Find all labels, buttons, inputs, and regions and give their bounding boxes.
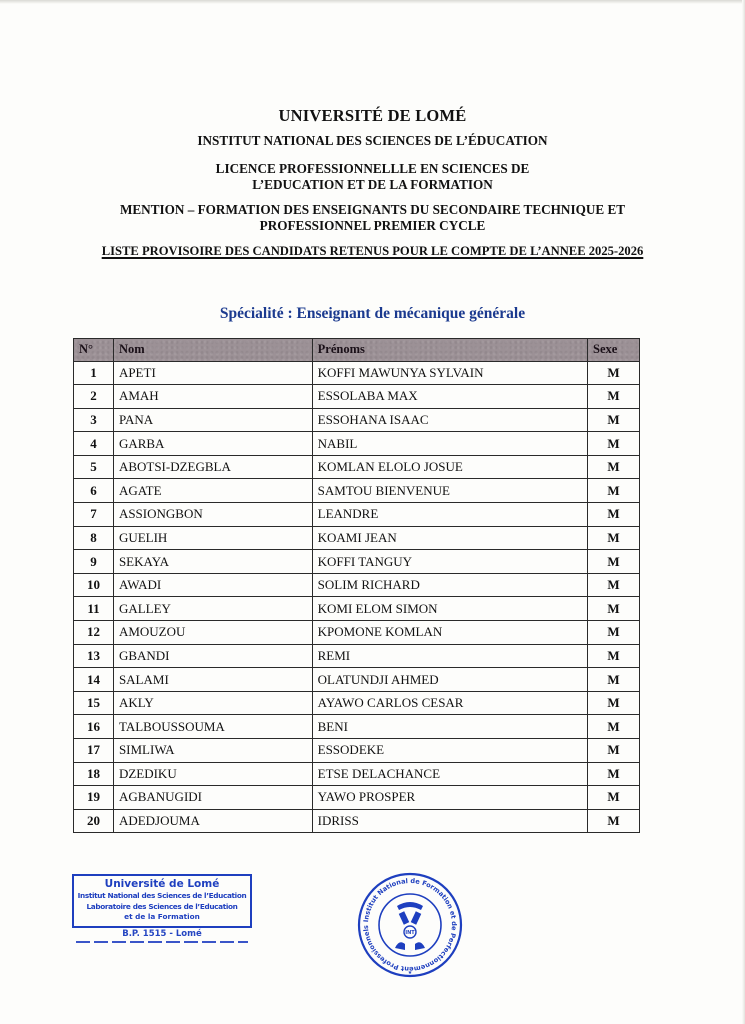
stamp-line-4: et de la Formation xyxy=(124,912,200,921)
cell-nom: AGBANUGIDI xyxy=(113,786,312,810)
table-row xyxy=(74,809,640,833)
column-header-nom: Nom xyxy=(113,339,312,362)
licence-title xyxy=(0,161,745,193)
institute-round-stamp xyxy=(357,872,463,978)
column-header-num: N° xyxy=(74,339,114,362)
scan-edge xyxy=(0,0,745,4)
cell-nom: APETI xyxy=(113,361,312,385)
stamp-outer-ring xyxy=(359,874,461,976)
cell-prenoms: AYAWO CARLOS CESAR xyxy=(312,691,587,715)
stamp-ring-text: Institut National de Formation et de Perfectionnement Professionnels xyxy=(361,876,459,974)
table-row xyxy=(74,597,640,621)
cell-nom: AKLY xyxy=(113,691,312,715)
cell-sexe: M xyxy=(588,503,640,527)
cell-num: 11 xyxy=(74,597,114,621)
table-row xyxy=(74,762,640,786)
cell-prenoms: NABIL xyxy=(312,432,587,456)
cell-nom: ABOTSI-DZEGBLA xyxy=(113,455,312,479)
cell-sexe: M xyxy=(588,691,640,715)
cell-prenoms: REMI xyxy=(312,644,587,668)
cell-num: 18 xyxy=(74,762,114,786)
cell-num: 2 xyxy=(74,385,114,409)
cell-nom: DZEDIKU xyxy=(113,762,312,786)
licence-line-1: LICENCE PROFESSIONNELLLE EN SCIENCES DE xyxy=(215,161,530,176)
cell-prenoms: LEANDRE xyxy=(312,503,587,527)
table-row xyxy=(74,691,640,715)
candidates-table xyxy=(73,338,640,833)
cell-nom: SIMLIWA xyxy=(113,739,312,763)
cell-nom: AMOUZOU xyxy=(113,621,312,645)
cell-nom: PANA xyxy=(113,408,312,432)
mention-line-1: MENTION – FORMATION DES ENSEIGNANTS DU SECONDAIRE TECHNIQUE ET xyxy=(119,202,626,217)
cell-sexe: M xyxy=(588,408,640,432)
cell-nom: ADEDJOUMA xyxy=(113,809,312,833)
cell-sexe: M xyxy=(588,715,640,739)
cell-sexe: M xyxy=(588,809,640,833)
university-title: UNIVERSITÉ DE LOMÉ xyxy=(278,106,467,125)
cell-sexe: M xyxy=(588,668,640,692)
table-row xyxy=(74,715,640,739)
cell-prenoms: KOMLAN ELOLO JOSUE xyxy=(312,455,587,479)
cell-num: 15 xyxy=(74,691,114,715)
column-header-sexe: Sexe xyxy=(588,339,640,362)
table-body xyxy=(74,361,640,833)
cell-prenoms: ESSODEKE xyxy=(312,739,587,763)
cell-nom: GALLEY xyxy=(113,597,312,621)
list-title xyxy=(0,244,745,259)
mention-line-2: PROFESSIONNEL PREMIER CYCLE xyxy=(259,218,486,233)
licence-line-2: L’EDUCATION ET DE LA FORMATION xyxy=(252,177,493,192)
table-row xyxy=(74,503,640,527)
cell-num: 10 xyxy=(74,573,114,597)
cell-nom: SEKAYA xyxy=(113,550,312,574)
stamp-line-5: B.P. 1515 - Lomé xyxy=(122,928,202,939)
table-row xyxy=(74,786,640,810)
table-row xyxy=(74,668,640,692)
table-row xyxy=(74,361,640,385)
cell-prenoms: SOLIM RICHARD xyxy=(312,573,587,597)
cell-nom: AMAH xyxy=(113,385,312,409)
cell-num: 9 xyxy=(74,550,114,574)
cell-num: 6 xyxy=(74,479,114,503)
university-stamp xyxy=(72,874,252,943)
institute-title: INSTITUT NATIONAL DES SCIENCES DE L’ÉDUCATION xyxy=(197,133,548,148)
cell-prenoms: IDRISS xyxy=(312,809,587,833)
cell-nom: GBANDI xyxy=(113,644,312,668)
cell-sexe: M xyxy=(588,644,640,668)
table-row xyxy=(74,526,640,550)
cell-nom: ASSIONGBON xyxy=(113,503,312,527)
cell-prenoms: KOFFI TANGUY xyxy=(312,550,587,574)
cell-prenoms: OLATUNDJI AHMED xyxy=(312,668,587,692)
cell-num: 16 xyxy=(74,715,114,739)
cell-num: 20 xyxy=(74,809,114,833)
cell-num: 12 xyxy=(74,621,114,645)
university-stamp-box xyxy=(72,874,252,928)
table-row xyxy=(74,479,640,503)
column-header-prenoms: Prénoms xyxy=(312,339,587,362)
cell-sexe: M xyxy=(588,573,640,597)
cell-prenoms: KOMI ELOM SIMON xyxy=(312,597,587,621)
cell-nom: GUELIH xyxy=(113,526,312,550)
cell-num: 7 xyxy=(74,503,114,527)
cell-num: 8 xyxy=(74,526,114,550)
cell-prenoms: YAWO PROSPER xyxy=(312,786,587,810)
cell-prenoms: KOAMI JEAN xyxy=(312,526,587,550)
cell-prenoms: ETSE DELACHANCE xyxy=(312,762,587,786)
specialite-heading: Spécialité : Enseignant de mécanique générale xyxy=(219,305,526,322)
cell-prenoms: ESSOHANA ISAAC xyxy=(312,408,587,432)
mention-title xyxy=(0,202,745,234)
table-row xyxy=(74,644,640,668)
cell-num: 13 xyxy=(74,644,114,668)
cell-prenoms: SAMTOU BIENVENUE xyxy=(312,479,587,503)
cell-sexe: M xyxy=(588,432,640,456)
cell-prenoms: KPOMONE KOMLAN xyxy=(312,621,587,645)
table-row xyxy=(74,739,640,763)
table-row xyxy=(74,385,640,409)
cell-sexe: M xyxy=(588,621,640,645)
list-title-text: LISTE PROVISOIRE DES CANDIDATS RETENUS POUR LE COMPTE DE L’ANNEE 2025-2026 xyxy=(101,244,644,258)
table-row xyxy=(74,408,640,432)
cell-sexe: M xyxy=(588,550,640,574)
signature-line xyxy=(76,941,248,943)
cell-sexe: M xyxy=(588,385,640,409)
cell-num: 14 xyxy=(74,668,114,692)
cell-nom: TALBOUSSOUMA xyxy=(113,715,312,739)
cell-sexe: M xyxy=(588,762,640,786)
cell-nom: SALAMI xyxy=(113,668,312,692)
table-header-row xyxy=(74,339,640,362)
cell-sexe: M xyxy=(588,597,640,621)
cell-nom: AGATE xyxy=(113,479,312,503)
table-row xyxy=(74,455,640,479)
table-row xyxy=(74,432,640,456)
cell-sexe: M xyxy=(588,739,640,763)
cell-sexe: M xyxy=(588,455,640,479)
cell-num: 5 xyxy=(74,455,114,479)
cell-num: 19 xyxy=(74,786,114,810)
cell-prenoms: KOFFI MAWUNYA SYLVAIN xyxy=(312,361,587,385)
cell-prenoms: ESSOLABA MAX xyxy=(312,385,587,409)
table-row xyxy=(74,573,640,597)
cell-sexe: M xyxy=(588,786,640,810)
star-icon: ★ xyxy=(407,971,413,976)
table-row xyxy=(74,550,640,574)
table-row xyxy=(74,621,640,645)
cell-sexe: M xyxy=(588,479,640,503)
stamp-line-1: Université de Lomé xyxy=(104,878,220,890)
stamp-center-text: INT xyxy=(405,929,415,936)
cell-sexe: M xyxy=(588,361,640,385)
cell-nom: AWADI xyxy=(113,573,312,597)
cell-num: 4 xyxy=(74,432,114,456)
cell-nom: GARBA xyxy=(113,432,312,456)
stamp-line-3: Laboratoire des Sciences de l’Education xyxy=(86,901,238,911)
cell-prenoms: BENI xyxy=(312,715,587,739)
cell-num: 1 xyxy=(74,361,114,385)
stamp-line-2: Institut National des Sciences de l’Education xyxy=(77,891,247,900)
cell-num: 17 xyxy=(74,739,114,763)
cell-num: 3 xyxy=(74,408,114,432)
cell-sexe: M xyxy=(588,526,640,550)
